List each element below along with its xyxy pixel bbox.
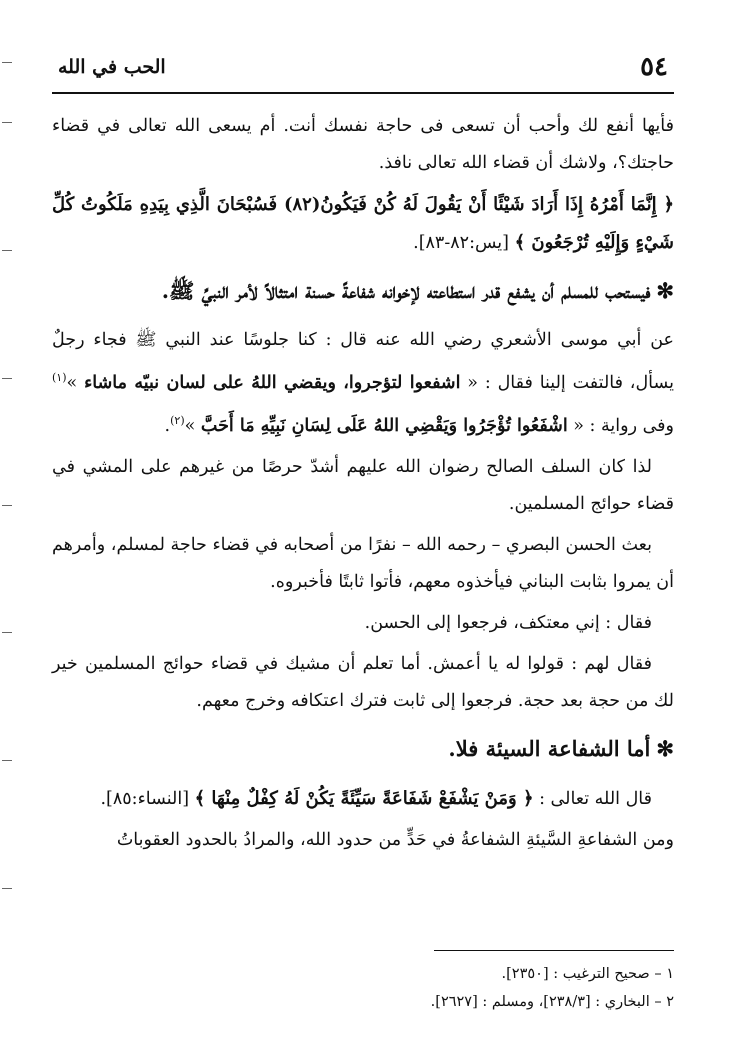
text-run: . [164,415,171,436]
heading-text: أما الشفاعة السيئة فلا. [448,735,651,761]
hadith-quote: اشفعوا لتؤجروا، ويقضي اللهُ على لسان نبيّه ماشاء [84,372,461,393]
section-heading [52,728,674,770]
star-icon: ✻ [656,278,674,303]
margin-mark [2,505,12,506]
paragraph: فقال لهم : قولوا له يا أعمش. أما تعلم أن مشيك في قضاء حوائج المسلمين خير لك من حجة بعد حجة. فرجعوا إلى ثابت فترك اعتكافه وخرج معهم. [52,653,674,711]
paragraph: فأيها أنفع لك وأحب أن تسعى فى حاجة نفسك أنت. أم يسعى الله تعالى في قضاء حاجتك؟، ولاشك أن قضاء الله تعالى نافذ. [52,116,674,173]
star-icon: ✻ [656,735,674,761]
text-run: عن أبي موسى الأشعري رضي الله عنه قال : كنا جلوسًا عند النبي ﷺ فجاء رجلٌ يسأل، فالتفت إلينا فقال : « [52,330,674,393]
footnote-ref: (١) [52,371,67,384]
footnote: ٢ – البخاري : [٢٣٨/٣]، ومسلم : [٢٦٢٧]. [430,994,674,1010]
heading-text: فيستحب للمسلم أن يشفع قدر استطاعته لإخوانه شفاعةً حسنة امتثالاً لأمر النبيِّ ﷺ. [161,278,651,303]
quran-verse-paragraph [52,780,674,818]
margin-mark [2,632,12,633]
footnote-divider [434,950,674,951]
paragraph: لذا كان السلف الصالح رضوان الله عليهم أشدّ حرصًا من غيرهم على المشي في قضاء حوائج المسلمين. [52,456,674,514]
text-run: وفى رواية : « [567,415,674,436]
page-header [52,52,674,94]
margin-mark [2,62,12,63]
quran-verse-paragraph [52,186,674,262]
text-run: قال الله تعالى : [533,788,652,809]
section-heading [52,270,674,312]
margin-mark [2,122,12,123]
hadith-paragraph [52,322,674,445]
footnotes [52,960,674,1016]
margin-mark [2,250,12,251]
text-run: » [66,372,85,393]
hadith-quote: اشْفَعُوا تُؤْجَرُوا وَيَقْضِي اللهُ عَلَى لِسَانِ نَبِيِّهِ مَا أَحَبَّ [200,415,568,436]
quran-verse: ﴿ إِنَّمَا أَمْرُهُ إِذَا أَرَادَ شَيْئًا أَنْ يَقُولَ لَهُ كُنْ فَيَكُونُ(٨٢) فَسُبْحَانَ الَّذِي بِيَدِهِ مَلَكُوتُ كُلِّ شَيْءٍ وَإِلَيْهِ تُرْجَعُونَ ﴾ [52,194,674,253]
paragraph: ومن الشفاعةِ السَّيئةِ الشفاعةُ في حَدٍّ من حدود الله، والمرادُ بالحدود العقوباتُ [116,829,674,850]
page-number: ٥٤ [640,52,668,82]
running-title: الحب في الله [58,56,166,78]
margin-mark [2,760,12,761]
footnote: ١ – صحيح الترغيب : [٢٣٥٠]. [501,966,674,982]
paragraph: فقال : إني معتكف، فرجعوا إلى الحسن. [364,612,652,633]
margin-mark [2,888,12,889]
page-body [52,108,674,863]
margin-mark [2,378,12,379]
verse-reference: [النساء:٨٥]. [100,788,195,809]
quran-verse: ﴿ وَمَنْ يَشْفَعْ شَفَاعَةً سَيِّئَةً يَكُنْ لَهُ كِفْلٌ مِنْهَا ﴾ [194,787,534,809]
paragraph: بعث الحسن البصري – رحمه الله – نفرًا من أصحابه في قضاء حاجة لمسلم، وأمرهم أن يمروا بثابت البناني فيأخذوه معهم، فأتوا ثابتًا فأخبروه. [52,534,674,592]
verse-reference: [يس:٨٢-٨٣]. [413,233,509,253]
footnote-ref: (٢) [170,413,185,427]
text-run: » [184,415,201,436]
